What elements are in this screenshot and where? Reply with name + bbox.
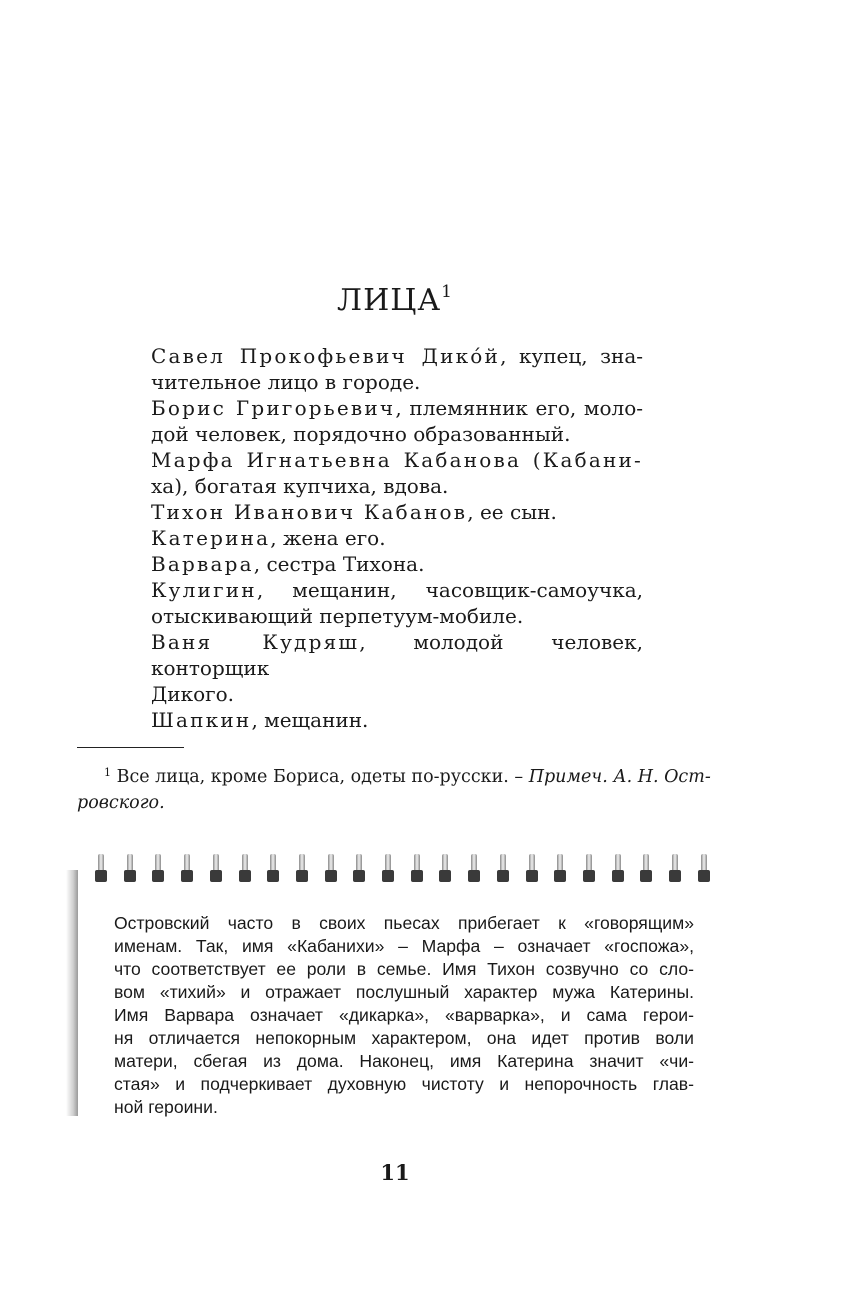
character-name: Савел Прокофьевич Дико́й bbox=[151, 344, 501, 368]
character-desc: , купец, зна- bbox=[500, 344, 643, 368]
character-desc: , мещанин. bbox=[251, 708, 369, 732]
note-line: ной героини. bbox=[114, 1097, 218, 1117]
cast-entry bbox=[151, 551, 643, 577]
cast-entry bbox=[151, 629, 643, 707]
page-title: ЛИЦА$^1$ bbox=[337, 282, 453, 318]
spiral-ring-icon bbox=[151, 854, 165, 884]
notebook-text bbox=[114, 912, 694, 1119]
character-desc: , племянник его, моло- bbox=[395, 396, 643, 420]
spiral-ring-icon bbox=[410, 854, 424, 884]
spiral-ring-icon bbox=[180, 854, 194, 884]
spiral-ring-icon bbox=[525, 854, 539, 884]
note-line: вом «тихий» и отражает послушный характер мужа Катерины. bbox=[114, 982, 694, 1002]
cast-list bbox=[151, 343, 643, 733]
character-name: Тихон Иванович Кабанов bbox=[151, 500, 468, 524]
spiral-ring-icon bbox=[94, 854, 108, 884]
spiral-ring-icon bbox=[438, 854, 452, 884]
spiral-ring-icon bbox=[352, 854, 366, 884]
notebook-callout bbox=[66, 852, 726, 1118]
footnote-text: Все лица, кроме Бориса, одеты по-русски. – bbox=[116, 767, 524, 787]
spiral-ring-icon bbox=[582, 854, 596, 884]
character-name: Катерина bbox=[151, 526, 271, 550]
character-desc-cont: чительное лицо в городе. bbox=[151, 370, 421, 394]
cast-entry bbox=[151, 525, 643, 551]
footnote-attribution: Примеч. А. Н. Ост- bbox=[528, 767, 711, 787]
spiral-ring-icon bbox=[697, 854, 711, 884]
spiral-ring-icon bbox=[496, 854, 510, 884]
footnote-attribution-cont: ровского. bbox=[77, 793, 165, 813]
character-name: Кулигин bbox=[151, 578, 257, 602]
cast-entry bbox=[151, 577, 643, 629]
character-name: Марфа Игнатьевна Кабанова (Кабани- bbox=[151, 448, 643, 472]
spiral-ring-icon bbox=[639, 854, 653, 884]
spiral-ring-icon bbox=[123, 854, 137, 884]
footnote bbox=[77, 760, 717, 816]
character-name: Ваня Кудряш bbox=[151, 630, 360, 654]
cast-entry bbox=[151, 447, 643, 499]
spiral-ring-icon bbox=[611, 854, 625, 884]
footnote-divider bbox=[77, 747, 184, 748]
notebook-edge-shadow bbox=[66, 870, 78, 1116]
character-name: Шапкин bbox=[151, 708, 252, 732]
cast-entry bbox=[151, 343, 643, 395]
note-line: Островский часто в своих пьесах прибегает к «говорящим» bbox=[114, 913, 694, 933]
cast-entry bbox=[151, 395, 643, 447]
footnote-number: 1 bbox=[104, 766, 111, 779]
note-line: ня отличается непокорным характером, она идет против воли bbox=[114, 1028, 694, 1048]
character-desc-cont: ха), богатая купчиха, вдова. bbox=[151, 474, 449, 498]
cast-entry bbox=[151, 707, 643, 733]
footnote-line bbox=[77, 760, 717, 790]
character-desc: , сестра Тихона. bbox=[253, 552, 425, 576]
character-desc: , молодой человек, конторщик bbox=[151, 630, 644, 680]
note-line: именам. Так, имя «Кабанихи» – Марфа – означает «госпожа», bbox=[114, 936, 694, 956]
note-line: Имя Варвара означает «дикарка», «варварка», и сама герои- bbox=[114, 1005, 694, 1025]
note-line: матери, сбегая из дома. Наконец, имя Катерина значит «чи- bbox=[114, 1051, 694, 1071]
character-desc-cont: Дикого. bbox=[151, 682, 235, 706]
cast-entry bbox=[151, 499, 643, 525]
character-desc-cont: дой человек, порядочно образованный. bbox=[151, 422, 571, 446]
spiral-ring-icon bbox=[467, 854, 481, 884]
character-name: Борис Григорьевич bbox=[151, 396, 396, 420]
character-desc: , жена его. bbox=[270, 526, 386, 550]
spiral-ring-icon bbox=[324, 854, 338, 884]
character-desc: , мещанин, часовщик-самоучка, bbox=[256, 578, 643, 602]
note-line: что соответствует ее роли в семье. Имя Тихон созвучно со сло- bbox=[114, 959, 694, 979]
spiral-ring-icon bbox=[553, 854, 567, 884]
character-name: Варвара bbox=[151, 552, 254, 576]
spiral-ring-icon bbox=[209, 854, 223, 884]
note-line: стая» и подчеркивает духовную чистоту и непорочность глав- bbox=[114, 1074, 694, 1094]
spiral-ring-icon bbox=[295, 854, 309, 884]
character-desc-cont: отыскивающий перпетуум-мобиле. bbox=[151, 604, 524, 628]
spiral-ring-icon bbox=[381, 854, 395, 884]
spiral-binding bbox=[94, 852, 726, 888]
page-number: 11 bbox=[380, 1160, 410, 1185]
character-desc: , ее сын. bbox=[467, 500, 557, 524]
spiral-ring-icon bbox=[238, 854, 252, 884]
spiral-ring-icon bbox=[266, 854, 280, 884]
spiral-ring-icon bbox=[668, 854, 682, 884]
footnote-marker: 1 bbox=[441, 282, 453, 302]
